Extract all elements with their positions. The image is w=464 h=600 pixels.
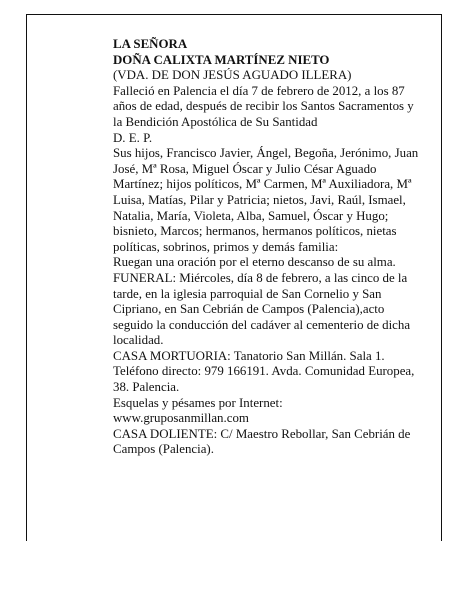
internet-label: Esquelas y pésames por Internet: — [113, 395, 283, 410]
website-link[interactable]: www.gruposanmillan.com — [113, 411, 249, 426]
funeral-info: FUNERAL: Miércoles, día 8 de febrero, a las cinco de la tarde, en la iglesia parroquial de San Cornelio y San Cipriano, en San Cebrián de Campos (Palencia),acto seguido la conducción del cadáver al cementerio de dicha localidad. — [113, 270, 411, 348]
deceased-name: DOÑA CALIXTA MARTÍNEZ NIETO — [113, 52, 330, 67]
obituary-notice — [113, 37, 423, 458]
rip-line: D. E. P. — [113, 130, 153, 145]
family-list: Sus hijos, Francisco Javier, Ángel, Begoña, Jerónimo, Juan José, Mª Rosa, Miguel Óscar y Julio César Aguado Martínez; hijos políticos, Mª Carmen, Mª Auxiliadora, Mª Luisa, Matías, Pilar y Patricia; nietos, Javi, Raúl, Ismael, Natalia, María, Violeta, Alba, Samuel, Óscar y Hugo; bisnieto, Marcos; hermanos, hermanos políticos, nietas políticas, sobrinos, primos y demás familia: — [113, 146, 419, 254]
prayer-request: Ruegan una oración por el eterno descanso de su alma. — [113, 255, 396, 270]
mourning-house-info: CASA DOLIENTE: C/ Maestro Rebollar, San Cebrián de Campos (Palencia). — [113, 426, 411, 457]
mortuary-info: CASA MORTUORIA: Tanatorio San Millán. Sala 1. Teléfono directo: 979 166191. Avda. Comunidad Europea, 38. Palencia. — [113, 348, 415, 395]
widow-line: (VDA. DE DON JESÚS AGUADO ILLERA) — [113, 68, 352, 83]
notice-title: LA SEÑORA — [113, 37, 188, 51]
death-announcement: Falleció en Palencia el día 7 de febrero de 2012, a los 87 años de edad, después de recibir los Santos Sacramentos y la Bendición Apostólica de Su Santidad — [113, 83, 414, 129]
